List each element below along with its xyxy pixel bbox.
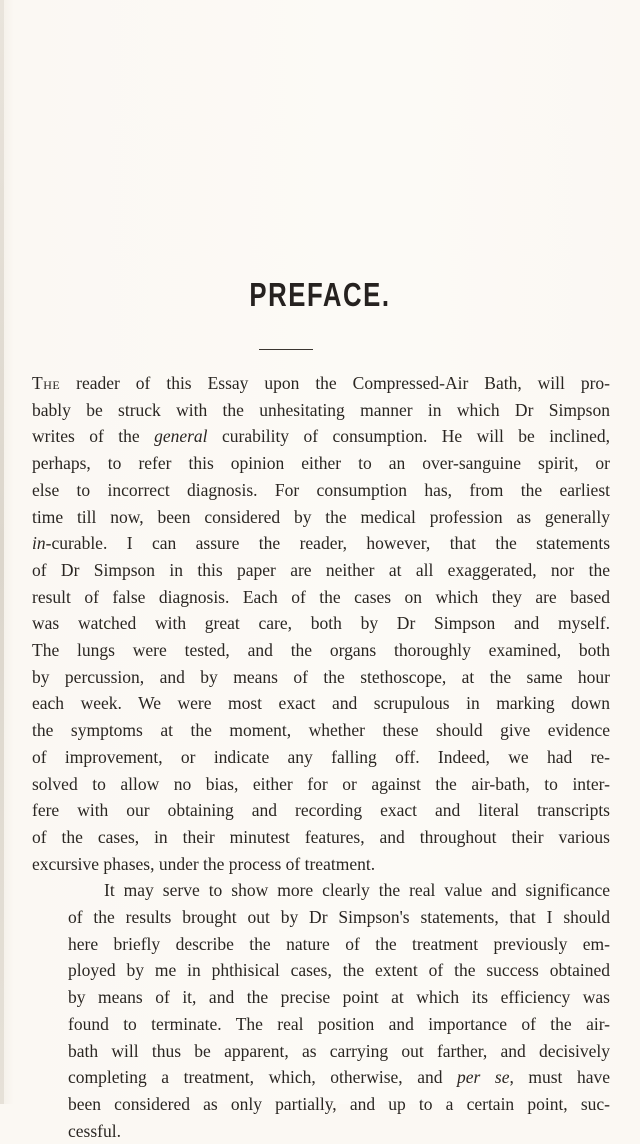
text-line: It may serve to show more clearly the real value and significance: [104, 880, 610, 901]
italic-word: general: [154, 426, 208, 447]
text-line-content: reader of this Essay upon the Compressed-Air Bath, will pro-: [60, 373, 610, 393]
small-caps-lead: The: [32, 373, 61, 393]
preface-heading: PREFACE.: [249, 276, 391, 313]
text-line: found to terminate. The real position and importance of the air-: [68, 1013, 610, 1034]
text-line: bably be struck with the unhesitating manner in which Dr Simpson: [32, 399, 610, 420]
text-line: bath will thus be apparent, as carrying out farther, and decisively: [68, 1040, 610, 1061]
paragraph-1: [32, 370, 610, 877]
text-line: been considered as only partially, and up to a certain point, suc-: [68, 1093, 610, 1114]
text-line: the symptoms at the moment, whether these should give evidence: [32, 720, 610, 741]
text-line: result of false diagnosis. Each of the cases on which they are based: [32, 586, 610, 607]
text-line: of Dr Simpson in this paper are neither at all exaggerated, nor the: [32, 559, 610, 580]
text-line: was watched with great care, both by Dr Simpson and myself.: [32, 613, 610, 634]
text-line: of the results brought out by Dr Simpson's statements, that I should: [68, 907, 610, 928]
text-line: writes of the general curability of consumption. He will be inclined,: [32, 426, 610, 447]
paragraph-2: [32, 877, 610, 1144]
text-line: by percussion, and by means of the stethoscope, at the same hour: [32, 666, 610, 687]
heading-rule: [259, 349, 313, 350]
text-line: The lungs were tested, and the organs thoroughly examined, both: [32, 640, 610, 661]
page-gutter: [0, 0, 4, 1104]
text-line: of improvement, or indicate any falling off. Indeed, we had re-: [32, 746, 610, 767]
text-line: cessful.: [68, 1120, 121, 1141]
text-line: here briefly describe the nature of the treatment previously em-: [68, 933, 610, 954]
text-line: [32, 370, 610, 397]
text-line: fere with our obtaining and recording exact and literal transcripts: [32, 800, 610, 821]
text-line: of the cases, in their minutest features, and throughout their various: [32, 826, 610, 847]
text-line: time till now, been considered by the medical profession as generally: [32, 506, 610, 527]
text-line: in-curable. I can assure the reader, however, that the statements: [32, 533, 610, 554]
italic-word: per se: [457, 1067, 510, 1088]
text-line: excursive phases, under the process of treatment.: [32, 853, 376, 874]
text-line: completing a treatment, which, otherwise, and per se, must have: [68, 1067, 610, 1088]
text-line: else to incorrect diagnosis. For consumption has, from the earliest: [32, 479, 610, 500]
text-line: solved to allow no bias, either for or against the air-bath, to inter-: [32, 773, 610, 794]
italic-word: in: [32, 533, 46, 554]
text-line: each week. We were most exact and scrupulous in marking down: [32, 693, 610, 714]
preface-body: [32, 370, 610, 1144]
text-line: ployed by me in phthisical cases, the extent of the success obtained: [68, 960, 610, 981]
text-line: perhaps, to refer this opinion either to an over-sanguine spirit, or: [32, 453, 610, 474]
text-line: by means of it, and the precise point at which its efficiency was: [68, 987, 610, 1008]
